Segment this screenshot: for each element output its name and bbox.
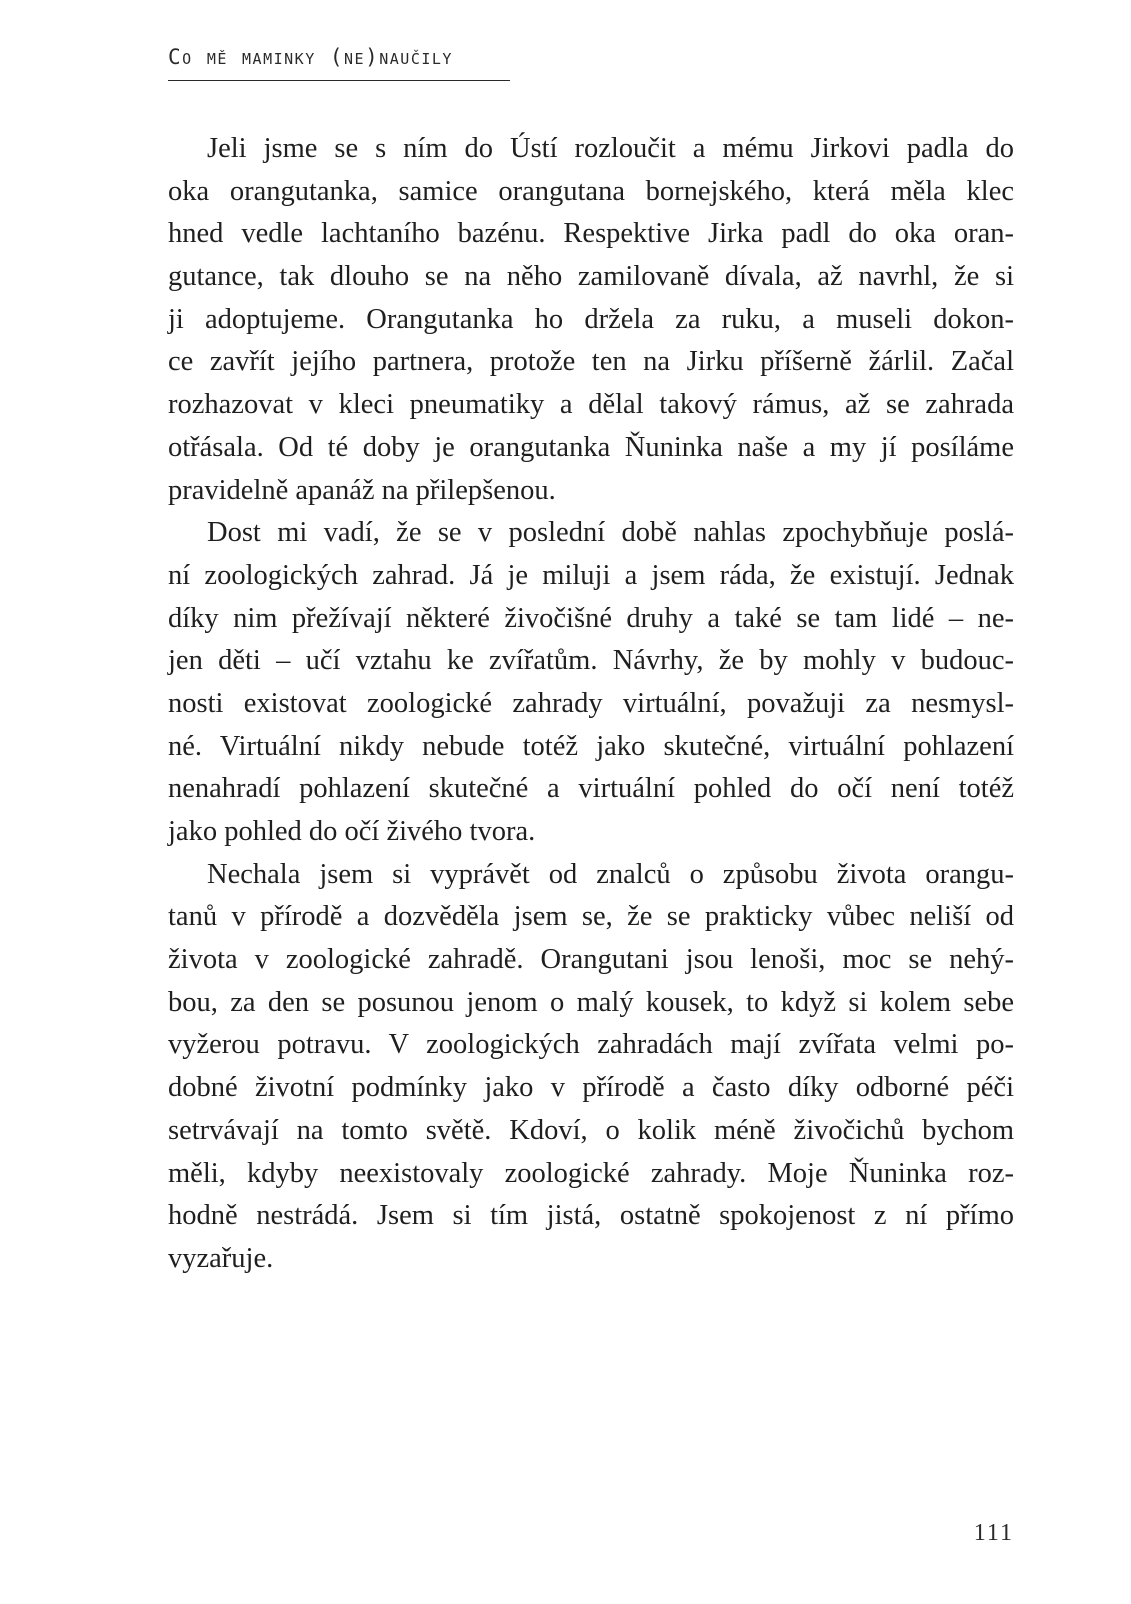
text-line: bou, za den se posunou jenom o malý kousek, to když si kolem sebe xyxy=(168,986,1014,1018)
text-line: života v zoologické zahradě. Orangutani jsou lenoši, moc se nehý- xyxy=(168,944,1014,976)
text-line: dobné životní podmínky jako v přírodě a často díky odborné péči xyxy=(168,1072,1014,1104)
text-line: Nechala jsem si vyprávět od znalců o způsobu života orangu- xyxy=(207,858,1014,890)
text-line: hodně nestrádá. Jsem si tím jistá, ostatně spokojenost z ní přímo xyxy=(168,1200,1014,1232)
text-line: vyžerou potravu. V zoologických zahradách mají zvířata velmi po- xyxy=(168,1029,1014,1061)
text-line: ní zoologických zahrad. Já je miluji a jsem ráda, že existují. Jednak xyxy=(168,559,1014,591)
text-line: gutance, tak dlouho se na něho zamilovaně dívala, až navrhl, že si xyxy=(168,261,1014,293)
text-line: nenahradí pohlazení skutečné a virtuální pohled do očí není totéž xyxy=(168,773,1014,805)
text-line: ji adoptujeme. Orangutanka ho držela za ruku, a museli dokon- xyxy=(168,303,1014,335)
text-line: měli, kdyby neexistovaly zoologické zahrady. Moje Ňuninka roz- xyxy=(168,1157,1014,1189)
text-line: né. Virtuální nikdy nebude totéž jako skutečné, virtuální pohlazení xyxy=(168,730,1014,762)
text-line: nosti existovat zoologické zahrady virtuální, považuji za nesmysl- xyxy=(168,687,1014,719)
paragraph-2 xyxy=(168,512,1014,854)
body-text xyxy=(168,128,1014,1281)
text-line: Jeli jsme se s ním do Ústí rozloučit a mému Jirkovi padla do xyxy=(207,133,1014,164)
running-head-title: Co mě maminky (ne)naučily xyxy=(168,45,453,69)
text-line: díky nim přežívají některé živočišné druhy a také se tam lidé – ne- xyxy=(168,602,1014,634)
page-number: 111 xyxy=(973,1520,1014,1546)
text-line: tanů v přírodě a dozvěděla jsem se, že se prakticky vůbec neliší od xyxy=(168,901,1014,933)
text-line: pravidelně apanáž na přilepšenou. xyxy=(168,474,556,506)
paragraph-3 xyxy=(168,854,1014,1281)
header-rule xyxy=(168,80,510,81)
text-line: otřásala. Od té doby je orangutanka Ňuninka naše a my jí posíláme xyxy=(168,431,1014,463)
text-line: jen děti – učí vztahu ke zvířatům. Návrhy, že by mohly v budouc- xyxy=(168,645,1014,677)
paragraph-1 xyxy=(168,128,1014,512)
text-line: oka orangutanka, samice orangutana bornejského, která měla klec xyxy=(168,175,1014,207)
text-line: vyzařuje. xyxy=(168,1242,274,1274)
text-line: ce zavřít jejího partnera, protože ten na Jirku příšerně žárlil. Začal xyxy=(168,346,1014,378)
text-line: setrvávají na tomto světě. Kdoví, o kolik méně živočichů bychom xyxy=(168,1114,1014,1146)
text-line: jako pohled do očí živého tvora. xyxy=(168,816,536,847)
text-line: rozhazovat v kleci pneumatiky a dělal takový rámus, až se zahrada xyxy=(168,389,1014,421)
text-line: Dost mi vadí, že se v poslední době nahlas zpochybňuje poslá- xyxy=(207,517,1014,549)
text-line: hned vedle lachtaního bazénu. Respektive Jirka padl do oka oran- xyxy=(168,218,1014,250)
